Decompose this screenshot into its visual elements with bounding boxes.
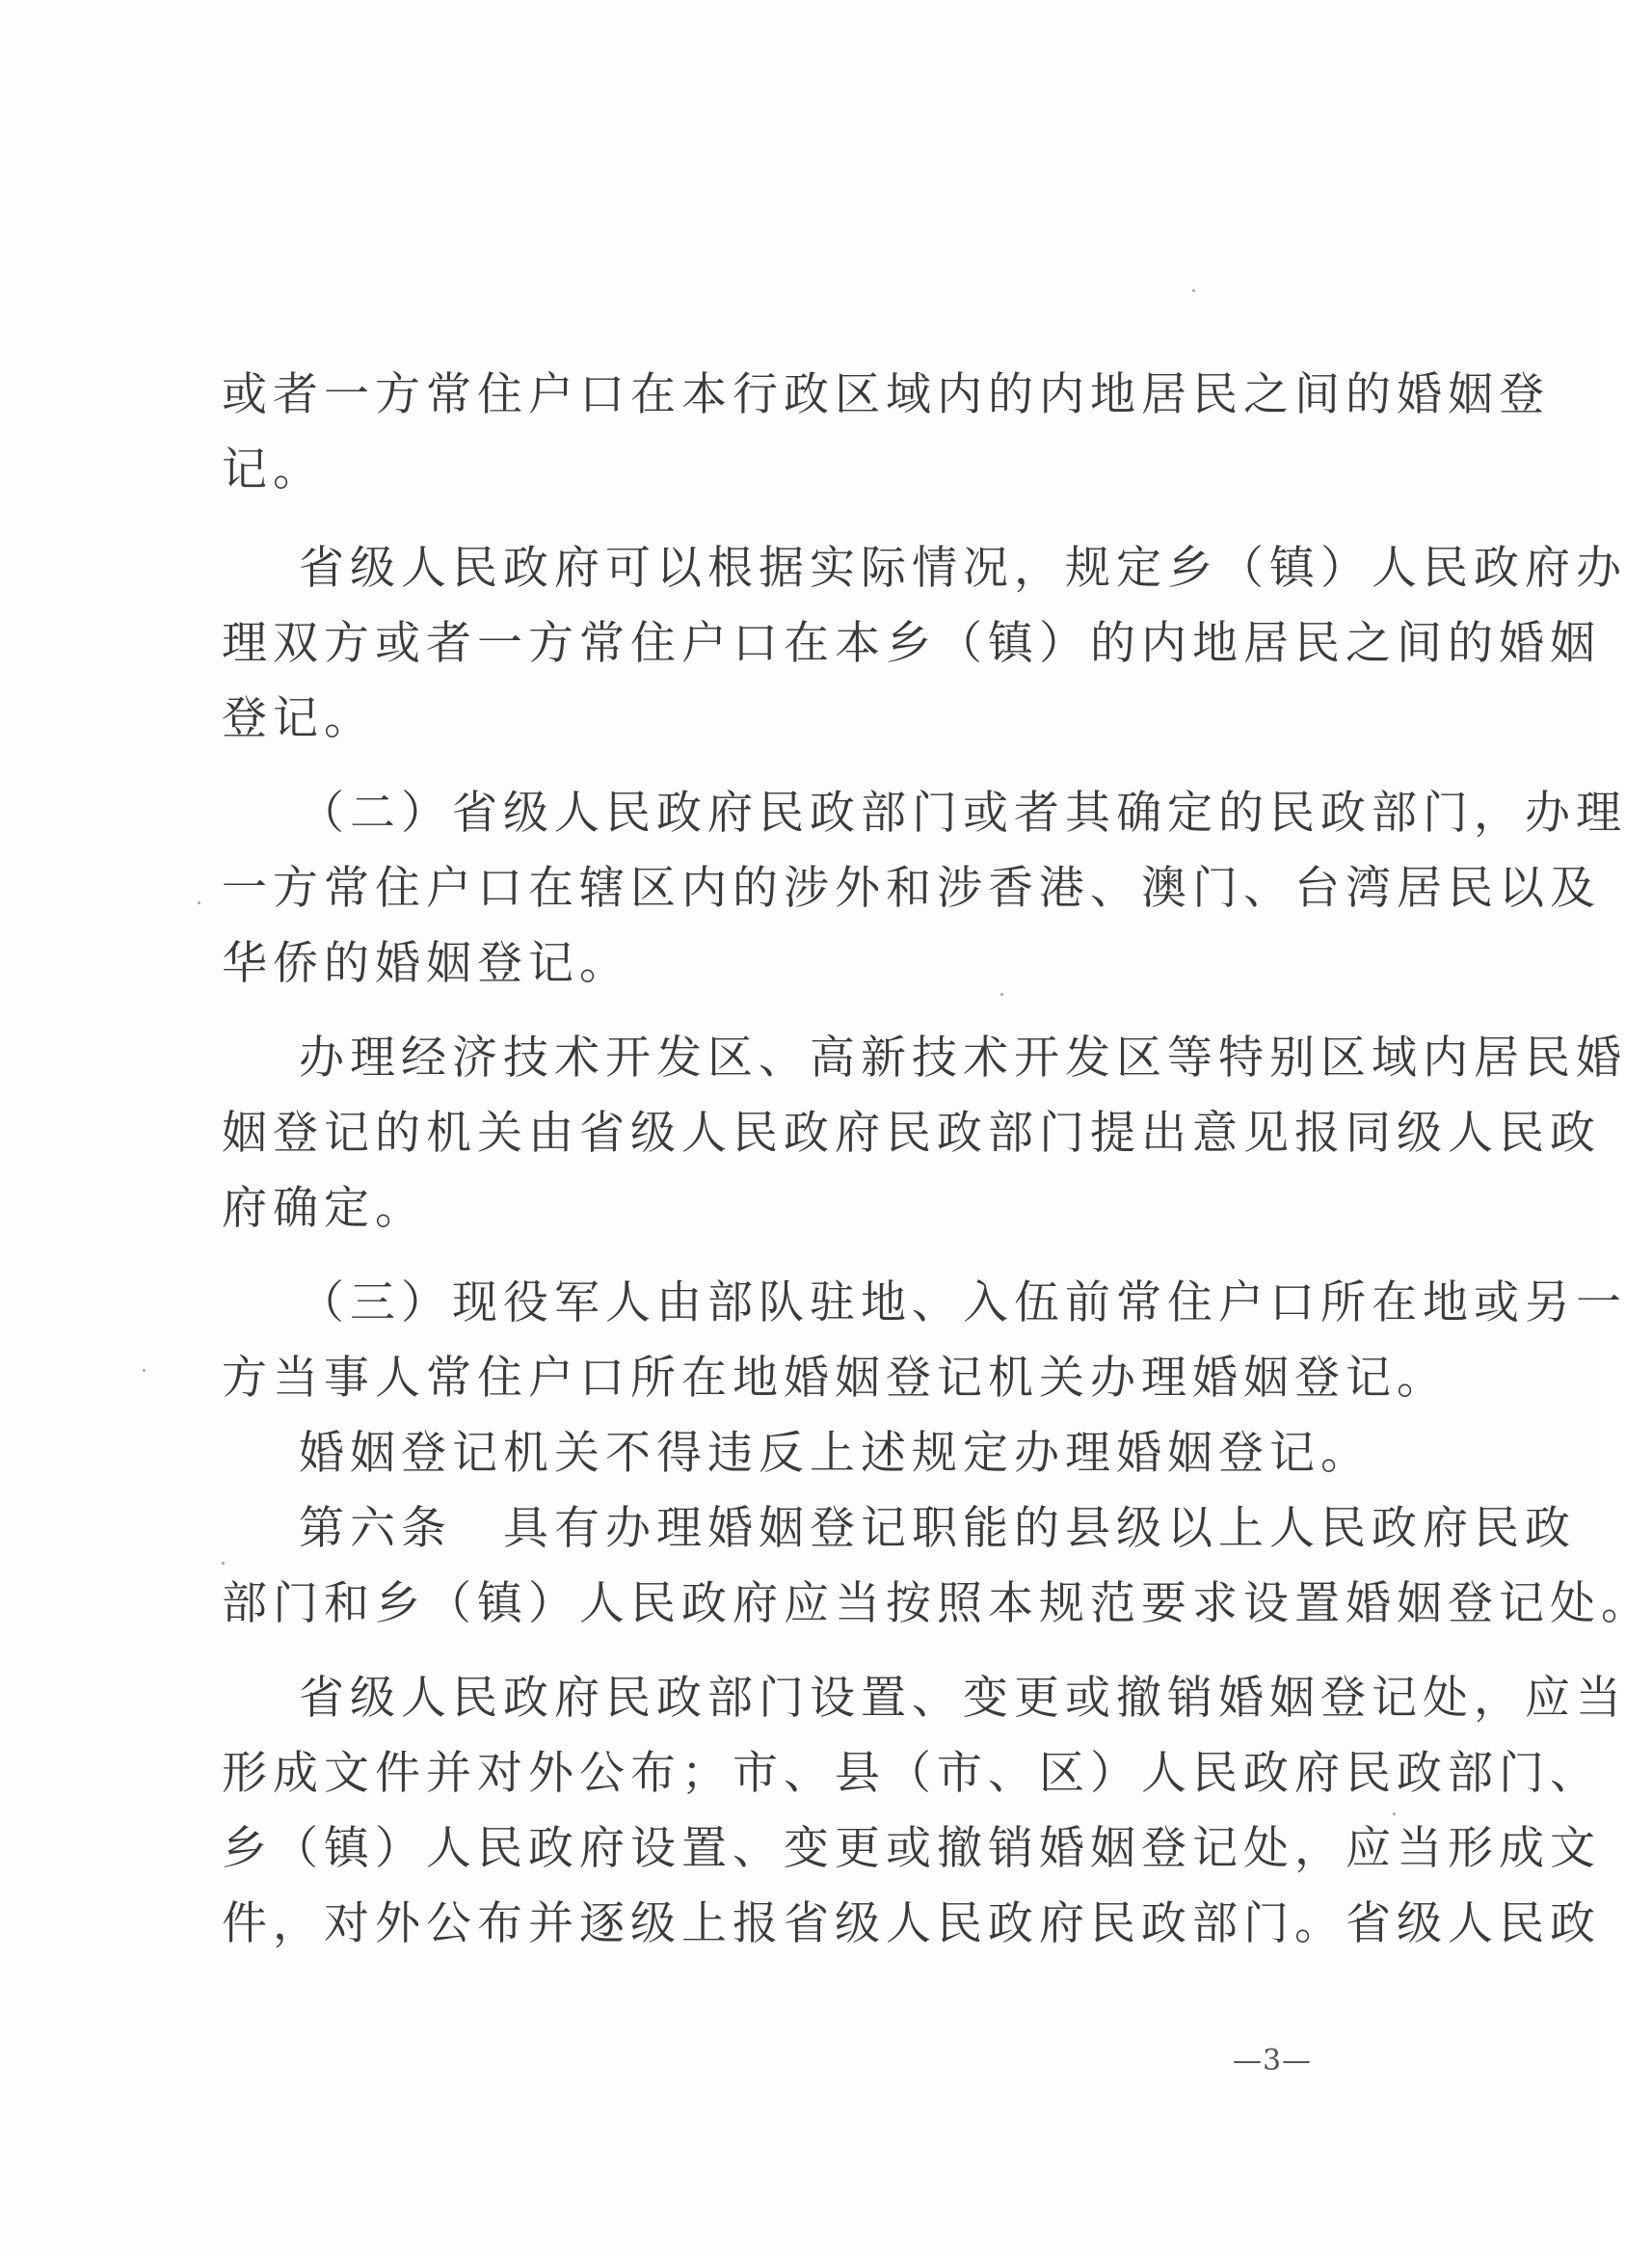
body-text-line: 华侨的婚姻登记。	[222, 937, 630, 990]
scan-speck	[143, 1369, 146, 1372]
body-text-line: 方当事人常住户口所在地婚姻登记机关办理婚姻登记。	[222, 1352, 1448, 1405]
body-text-line: 省级人民政府可以根据实际情况，规定乡（镇）人民政府办	[299, 542, 1627, 595]
body-text-line: 姻登记的机关由省级人民政府民政部门提出意见报同级人民政	[222, 1107, 1601, 1160]
article-heading-line: 第六条 具有办理婚姻登记职能的县级以上人民政府民政	[299, 1502, 1576, 1555]
scan-speck	[1192, 289, 1195, 292]
page-number: —3—	[1232, 2044, 1313, 2078]
body-text-line: 理双方或者一方常住户口在本乡（镇）的内地居民之间的婚姻	[222, 617, 1601, 670]
body-text-line: （二）省级人民政府民政部门或者其确定的民政部门，办理	[299, 787, 1627, 840]
scan-speck	[1000, 993, 1003, 996]
body-text-line: 府确定。	[222, 1182, 426, 1235]
body-text-line: 形成文件并对外公布；市、县（市、区）人民政府民政部门、	[222, 1747, 1601, 1800]
body-text-line: 或者一方常住户口在本行政区域内的内地居民之间的婚姻登	[222, 368, 1550, 421]
body-text-line: 省级人民政府民政部门设置、变更或撤销婚姻登记处，应当	[299, 1672, 1627, 1725]
body-text-line: 办理经济技术开发区、高新技术开发区等特别区域内居民婚	[299, 1032, 1627, 1085]
scan-speck	[198, 901, 200, 904]
scan-speck	[1393, 1812, 1396, 1815]
body-text-line: 部门和乡（镇）人民政府应当按照本规范要求设置婚姻登记处。	[222, 1577, 1652, 1630]
body-text-line: 件，对外公布并逐级上报省级人民政府民政部门。省级人民政	[222, 1897, 1601, 1950]
body-text-line: 记。	[222, 443, 324, 496]
scan-speck	[222, 1562, 225, 1565]
body-text-line: （三）现役军人由部队驻地、入伍前常住户口所在地或另一	[299, 1276, 1627, 1329]
body-text-line: 婚姻登记机关不得违反上述规定办理婚姻登记。	[299, 1427, 1372, 1480]
body-text-line: 登记。	[222, 692, 375, 745]
body-text-line: 一方常住户口在辖区内的涉外和涉香港、澳门、台湾居民以及	[222, 862, 1601, 915]
body-text-line: 乡（镇）人民政府设置、变更或撤销婚姻登记处，应当形成文	[222, 1822, 1601, 1875]
